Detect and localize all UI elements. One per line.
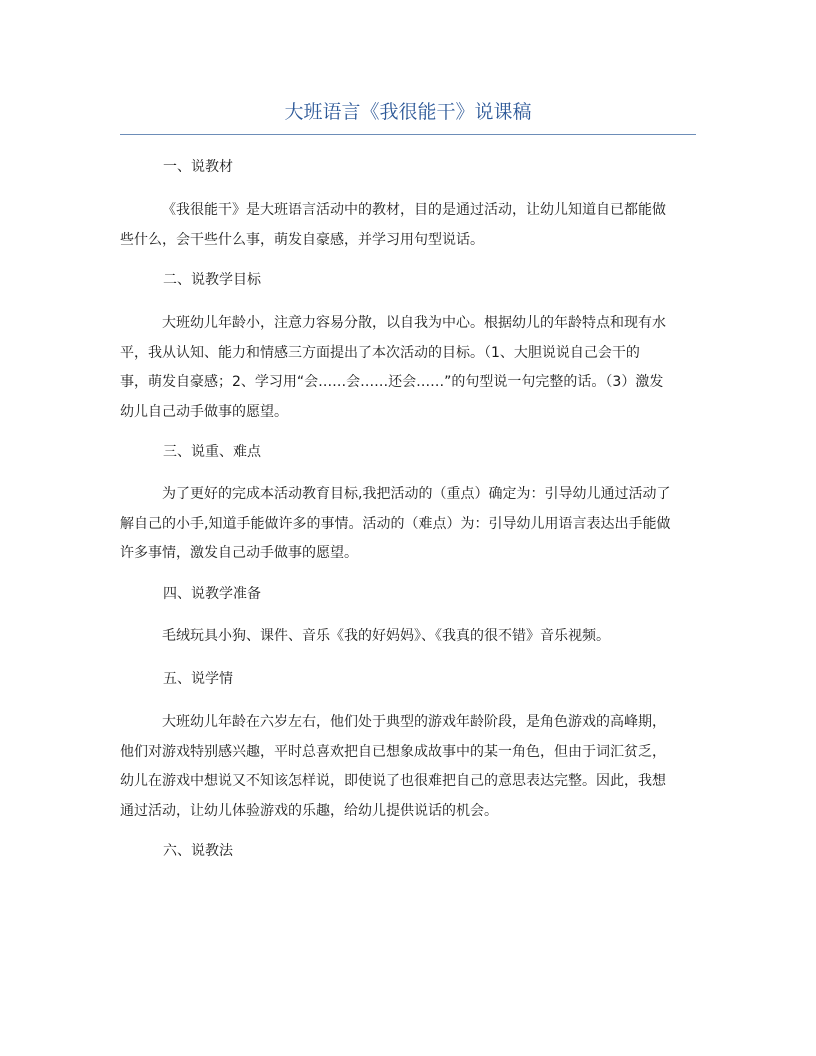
paragraph-line: 幼儿在游戏中想说又不知该怎样说，即使说了也很难把自己的意思表达完整。因此，我想 xyxy=(120,773,666,789)
section-heading-5: 五、说学情 xyxy=(163,671,233,687)
paragraph-line: 许多事情，激发自己动手做事的愿望。 xyxy=(120,545,358,561)
paragraph-line: 通过活动，让幼儿体验游戏的乐趣，给幼儿提供说话的机会。 xyxy=(120,802,498,819)
paragraph-line: 毛绒玩具小狗、课件、音乐《我的好妈妈》、《我真的很不错》音乐视频。 xyxy=(162,628,610,644)
section-paragraph-3 xyxy=(120,480,698,569)
paragraph-line: 大班幼儿年龄在六岁左右，他们处于典型的游戏年龄阶段，是角色游戏的高峰期， xyxy=(162,714,666,730)
paragraph-line: 幼儿自己动手做事的愿望。 xyxy=(120,403,288,420)
section-paragraph-1 xyxy=(120,196,698,255)
title-underline xyxy=(120,134,696,135)
paragraph-line: 平，我从认知、能力和情感三方面提出了本次活动的目标。（1、大胆说说自己会干的 xyxy=(120,344,640,361)
section-heading-3: 三、说重、难点 xyxy=(163,444,261,460)
section-heading-1: 一、说教材 xyxy=(163,159,233,175)
section-heading-2: 二、说教学目标 xyxy=(163,272,261,288)
paragraph-line: 事，萌发自豪感；2、学习用“会……会……还会……”的句型说一句完整的话。（3）激发 xyxy=(120,374,664,390)
section-paragraph-4 xyxy=(120,622,698,652)
paragraph-line: 《我很能干》是大班语言活动中的教材，目的是通过活动，让幼儿知道自已都能做 xyxy=(162,202,666,218)
paragraph-line: 为了更好的完成本活动教育目标,我把活动的（重点）确定为：引导幼儿通过活动了 xyxy=(162,486,671,502)
paragraph-line: 些什么，会干些什么事，萌发自豪感，并学习用句型说话。 xyxy=(120,231,484,248)
paragraph-line: 解自己的小手,知道手能做许多的事情。活动的（难点）为：引导幼儿用语言表达出手能做 xyxy=(120,515,671,532)
section-heading-4: 四、说教学准备 xyxy=(163,586,261,602)
paragraph-line: 大班幼儿年龄小，注意力容易分散，以自我为中心。根据幼儿的年龄特点和现有水 xyxy=(162,315,666,331)
section-paragraph-5 xyxy=(120,708,698,826)
section-paragraph-2 xyxy=(120,309,698,427)
section-heading-6: 六、说教法 xyxy=(163,843,233,859)
paragraph-line: 他们对游戏特别感兴趣，平时总喜欢把自已想象成故事中的某一角色，但由于词汇贫乏， xyxy=(120,743,666,760)
document-title: 大班语言《我很能干》说课稿 xyxy=(284,101,532,123)
